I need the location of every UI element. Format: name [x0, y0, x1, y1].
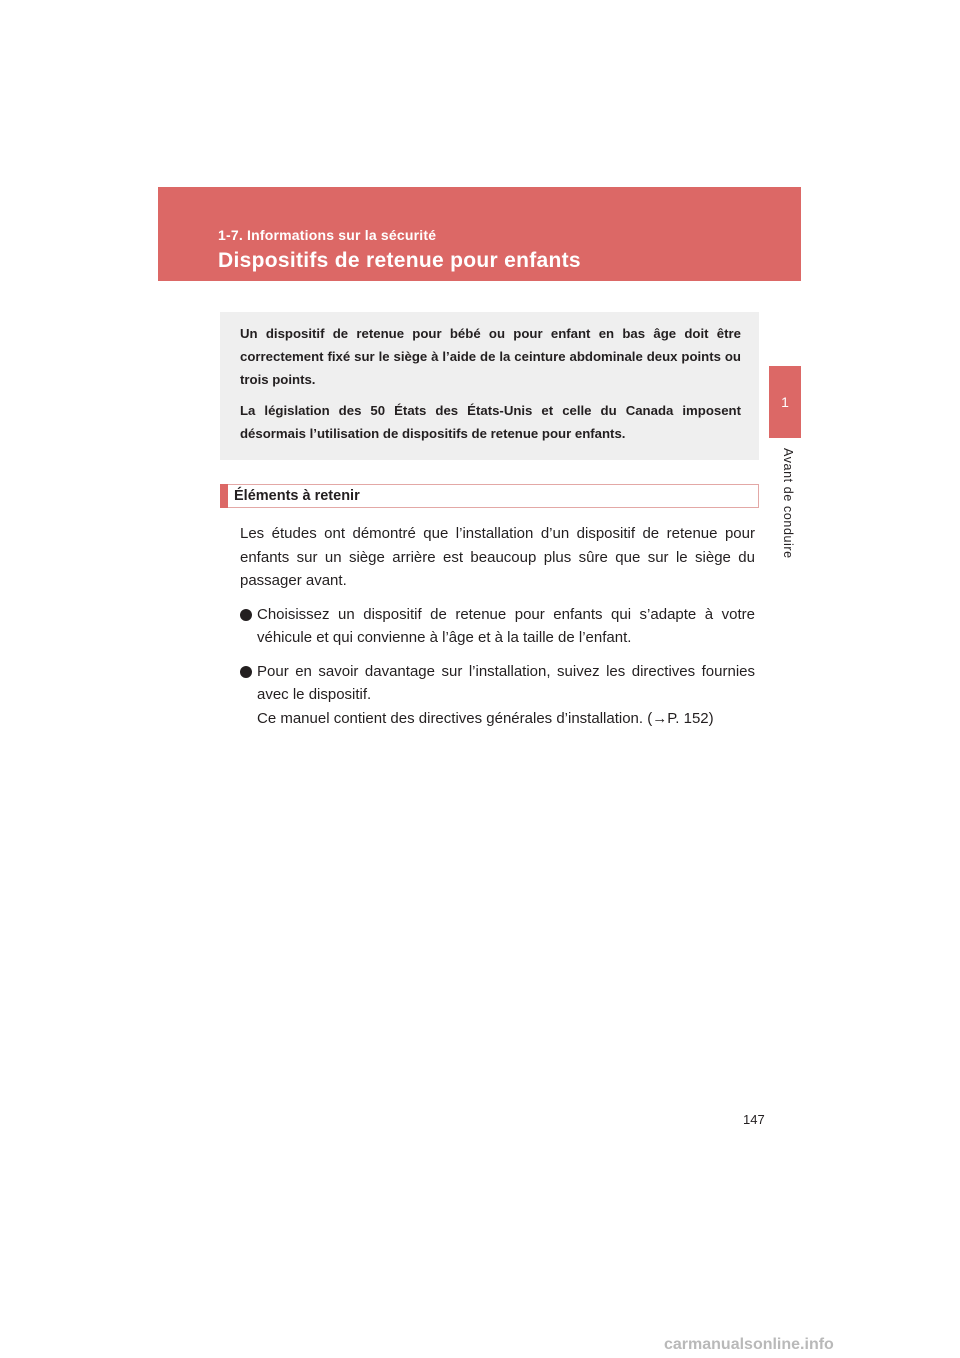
- bullet-item: [240, 603, 755, 650]
- bullet-dot-icon: [240, 666, 252, 678]
- intro-paragraph-1: Un dispositif de retenue pour bébé ou pour enfant en bas âge doit être correctement fixé sur le siège à l’aide de la ceinture abdominale deux points ou trois points.: [240, 326, 741, 387]
- chapter-tab: [769, 366, 801, 438]
- bullet-text: Pour en savoir davantage sur l’installation, suivez les directives fournies avec le dispositif.: [257, 662, 755, 703]
- chapter-number: 1: [781, 394, 789, 410]
- section-label: 1-7. Informations sur la sécurité: [218, 227, 437, 243]
- page-number: 147: [743, 1112, 765, 1127]
- intro-box: [220, 312, 759, 460]
- chapter-label: Avant de conduire: [781, 448, 795, 559]
- bullet-text-line-2: Ce manuel contient des directives générales d’installation. (→P. 152): [257, 709, 714, 727]
- body-paragraph: Les études ont démontré que l’installation d’un dispositif de retenue pour enfants sur un siège arrière est beaucoup plus sûre que sur le siège du passager avant.: [240, 525, 755, 589]
- intro-paragraph-2: La législation des 50 États des États-Unis et celle du Canada imposent désormais l’utilisation de dispositifs de retenue pour enfants.: [240, 403, 741, 441]
- page-title: Dispositifs de retenue pour enfants: [218, 249, 581, 272]
- subheading-bar: [220, 484, 759, 508]
- watermark-logo: carmanualsonline.info: [664, 1336, 834, 1353]
- bullet-text: Choisissez un dispositif de retenue pour enfants qui s’adapte à votre véhicule et qui convienne à l’âge et à la taille de l’enfant.: [257, 605, 755, 646]
- subheading: Éléments à retenir: [234, 488, 360, 504]
- body-text: [240, 522, 755, 740]
- bullet-dot-icon: [240, 609, 252, 621]
- subheading-marker: [220, 484, 228, 508]
- bullet-item: [240, 660, 755, 731]
- header-band: [158, 187, 801, 281]
